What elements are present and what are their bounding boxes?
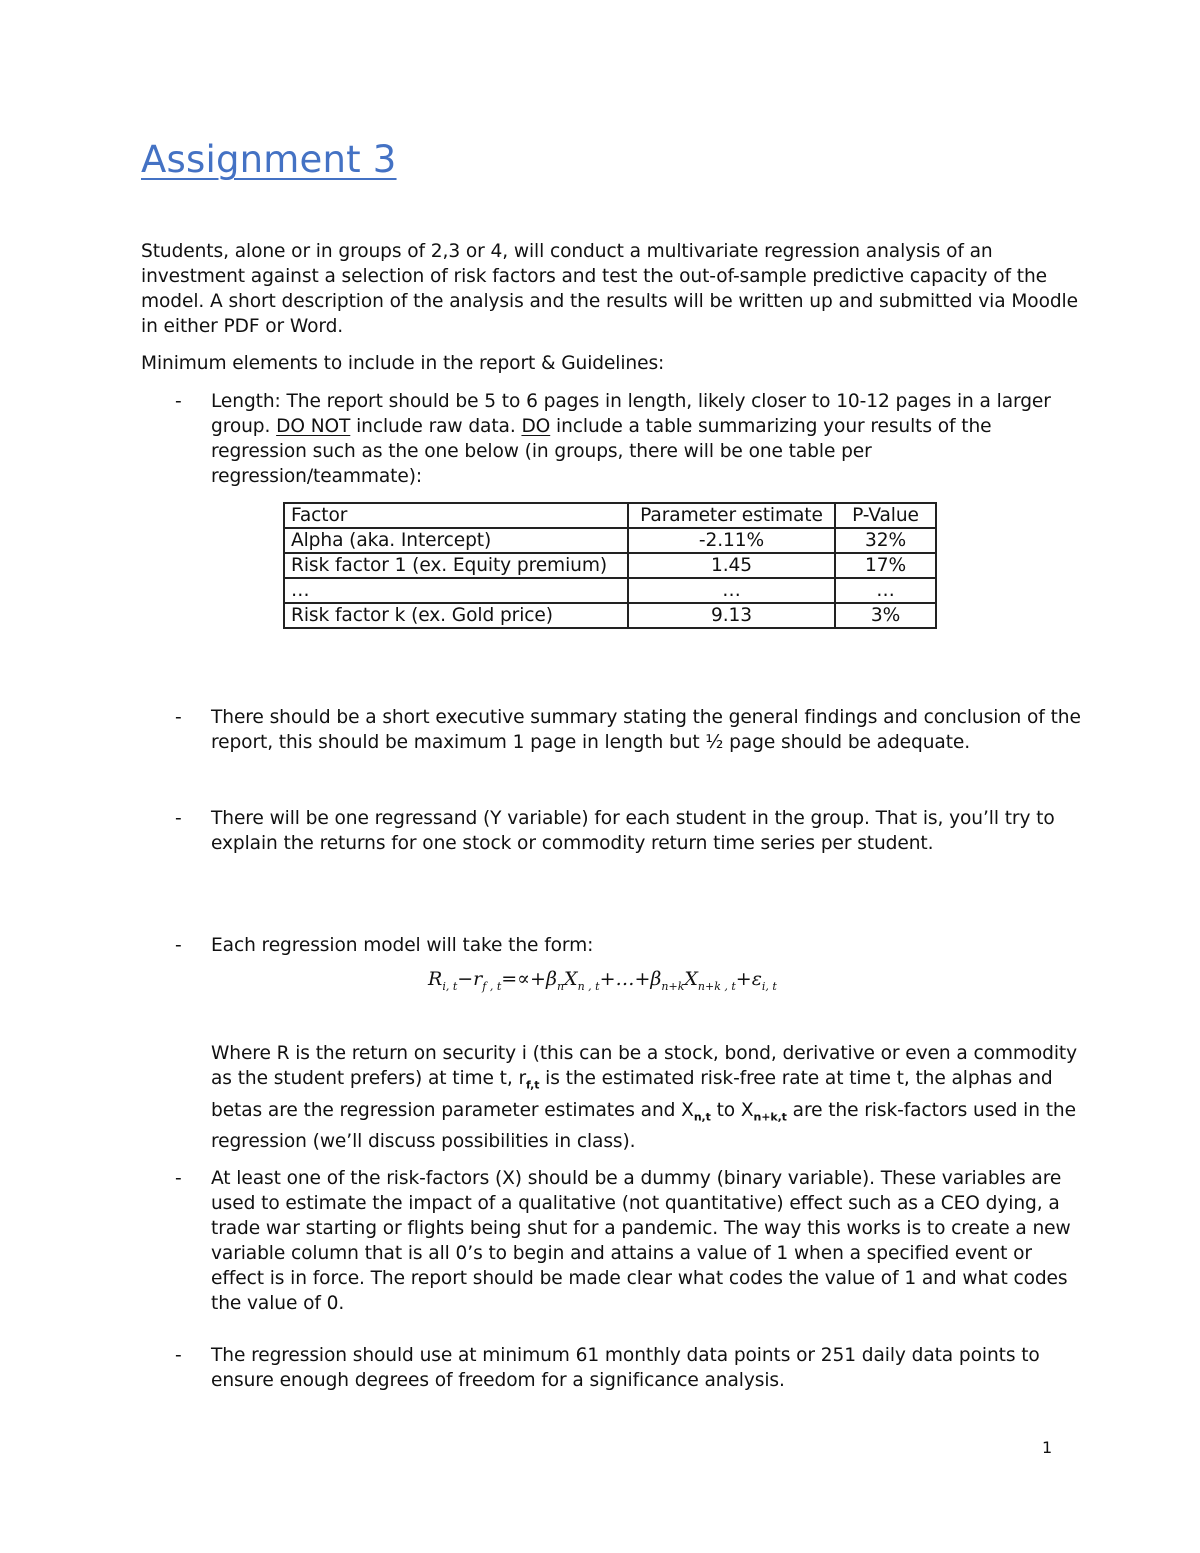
list-dash: - [175, 707, 182, 728]
regression-formula [428, 968, 777, 993]
dummy-text: At least one of the risk-factors (X) should be a dummy (binary variable). These variables are used to estimate the impact of a qualitative (not quantitative) effect such as a CEO dying, a trade war starting or flights being shut for a pandemic. The way this works is to create a new variable column that is all 0’s to begin and attains a value of 1 when a specified event or effect is in force. The report should be made clear what codes the value of 1 and what codes the value of 0. [211, 1168, 1071, 1314]
formula-beta1-sub: n [556, 979, 565, 993]
table-header-cell: Parameter estimate [628, 503, 835, 528]
formula-X2: X [684, 968, 698, 990]
list-item-length [141, 389, 1081, 489]
list-dash: - [175, 935, 182, 956]
where-part-a: Where R is the return on security i (this can be a stock, bond, derivative or even a commodity as the student prefers) at time t, r [211, 1043, 1078, 1089]
results-table [283, 502, 937, 629]
length-part3: include a table summarizing your results of the regression such as the one below (in groups, there will be one table per regression/teammate): [211, 416, 992, 487]
formula-X2-sub: n+k , t [697, 979, 736, 993]
intro-paragraph: Students, alone or in groups of 2,3 or 4, will conduct a multivariate regression analysis of an investment against a selection of risk factors and test the out-of-sample predictive capacity of the model. A short description of the analysis and the results will be written up and submitted via Moodle in either PDF or Word. [141, 241, 1078, 337]
where-text [211, 1041, 1081, 1154]
table-cell: 9.13 [628, 603, 835, 628]
do-emphasis: DO [521, 416, 551, 437]
where-part-c: to X [710, 1099, 754, 1121]
where-part-b: is the estimated risk-free rate at time t, the alphas and betas are the regression parameter estimates and X [211, 1068, 1053, 1121]
summary-text: There should be a short executive summary stating the general findings and conclusion of the report, this should be maximum 1 page in length but ½ page should be adequate. [211, 707, 1081, 753]
formula-eps: ε [751, 968, 762, 990]
list-item-summary [141, 705, 1081, 755]
table-row [284, 553, 936, 578]
where-paragraph [141, 1041, 1081, 1154]
table-cell: Risk factor 1 (ex. Equity premium) [284, 553, 628, 578]
where-rf-sub: f,t [526, 1078, 540, 1092]
formula-r-sub: f , t [482, 979, 502, 993]
table-cell: … [284, 578, 628, 603]
table-cell: Alpha (aka. Intercept) [284, 528, 628, 553]
length-part2: include raw data. [350, 416, 522, 437]
datapoints-text: The regression should use at minimum 61 monthly data points or 251 daily data points to ensure enough degrees of freedom for a significance analysis. [211, 1345, 1040, 1391]
length-text [211, 389, 1081, 489]
where-part-d: are the risk-factors used in the regression (we’ll discuss possibilities in class). [211, 1099, 1076, 1153]
formula-R-sub: i, t [442, 979, 458, 993]
list-dash: - [175, 391, 182, 412]
list-item-regressand [141, 806, 1081, 856]
document-title: Assignment 3 [141, 138, 397, 181]
table-row [284, 528, 936, 553]
table-header-cell: Factor [284, 503, 628, 528]
table-row [284, 578, 936, 603]
table-cell: … [835, 578, 936, 603]
table-cell: 17% [835, 553, 936, 578]
table-cell: … [628, 578, 835, 603]
list-dash: - [175, 808, 182, 829]
list-dash: - [175, 1168, 182, 1189]
formula-beta1: β [545, 968, 557, 990]
guidelines-lead: Minimum elements to include in the report & Guidelines: [141, 353, 665, 374]
formula-X1: X [564, 968, 578, 990]
formula-eps-sub: i, t [761, 979, 777, 993]
table-cell: 32% [835, 528, 936, 553]
list-item-regression-form [141, 933, 1081, 958]
table-header-cell: P-Value [835, 503, 936, 528]
page-number: 1 [1042, 1438, 1053, 1457]
do-not-emphasis: DO NOT [276, 416, 351, 437]
list-item-datapoints [141, 1343, 1081, 1393]
table-cell: Risk factor k (ex. Gold price) [284, 603, 628, 628]
table-row [284, 603, 936, 628]
formula-X1-sub: n , t [577, 979, 600, 993]
formula-plus: + [735, 968, 752, 990]
table-cell: -2.11% [628, 528, 835, 553]
regressand-text: There will be one regressand (Y variable) for each student in the group. That is, you’ll try to explain the returns for one stock or commodity return time series per student. [211, 808, 1055, 854]
table-cell: 3% [835, 603, 936, 628]
formula-minus: − [457, 968, 474, 990]
where-x1-sub: n,t [693, 1110, 711, 1124]
formula-mid: +…+ [599, 968, 651, 990]
list-item-dummy [141, 1166, 1081, 1316]
list-dash: - [175, 1345, 182, 1366]
regression-form-text: Each regression model will take the form: [211, 935, 594, 956]
formula-beta2: β [650, 968, 662, 990]
formula-r: r [473, 968, 483, 990]
table-header-row [284, 503, 936, 528]
formula-eq: =∝+ [501, 968, 546, 990]
table-cell: 1.45 [628, 553, 835, 578]
length-part1: Length: The report should be 5 to 6 pages in length, likely closer to 10-12 pages in a larger group. [211, 391, 1051, 437]
where-x2-sub: n+k,t [753, 1110, 787, 1124]
formula-R: R [428, 968, 443, 990]
formula-beta2-sub: n+k [661, 979, 685, 993]
